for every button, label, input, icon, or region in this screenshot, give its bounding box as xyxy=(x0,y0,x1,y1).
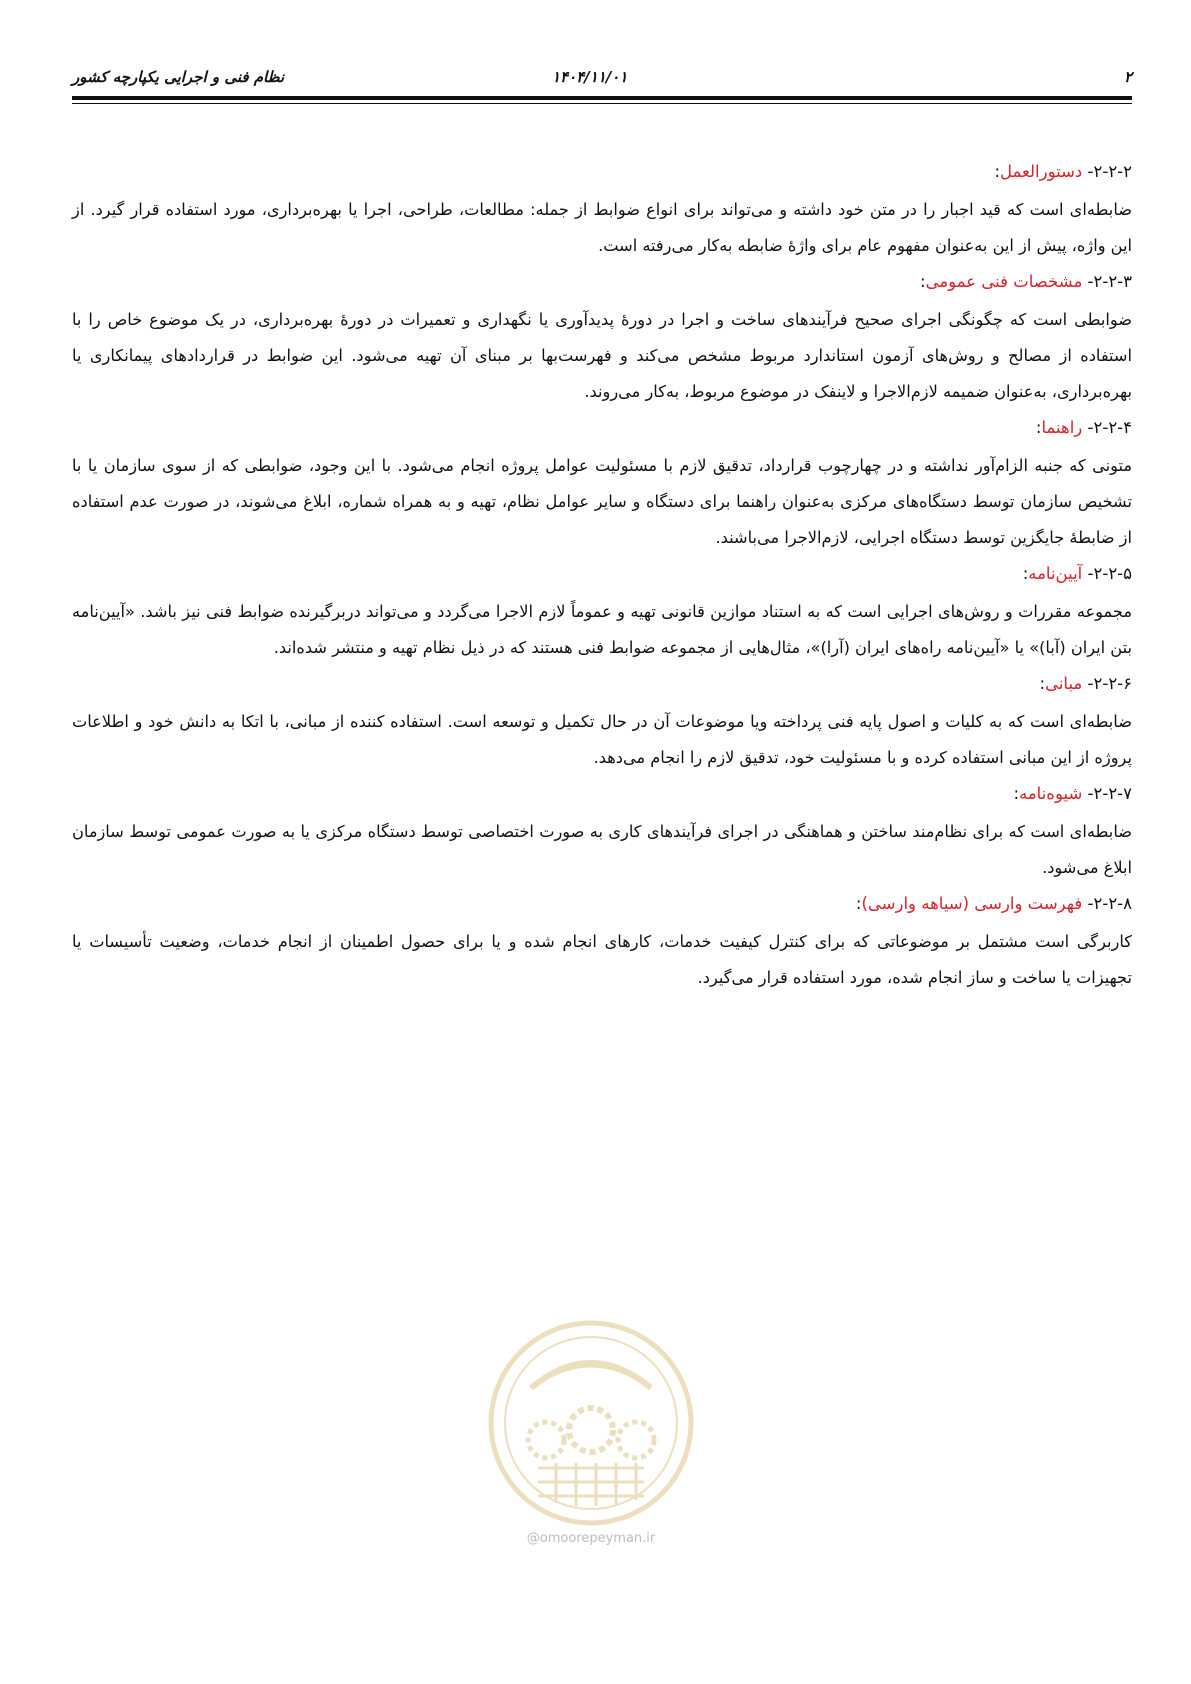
section-title: مبانی xyxy=(1045,674,1083,693)
seal-drawing xyxy=(491,1323,691,1523)
section-heading xyxy=(72,158,1132,186)
section-colon: : xyxy=(1035,418,1042,437)
section-2-2-6 xyxy=(72,670,1132,776)
section-2-2-5 xyxy=(72,560,1132,666)
section-number: ۲-۲-۷- xyxy=(1087,784,1132,803)
page-header xyxy=(72,64,1132,94)
section-paragraph: ضابطه‌ای است که برای نظام‌مند ساختن و هماهنگی در اجرای فرآیندهای کاری به صورت اختصاصی توسط دستگاه مرکزی یا به صورت عمومی توسط سازمان ابلاغ می‌شود. xyxy=(72,822,1132,877)
section-colon: : xyxy=(994,162,1001,181)
section-number: ۲-۲-۳- xyxy=(1087,272,1132,291)
section-colon: : xyxy=(1022,564,1029,583)
section-paragraph: ضابطه‌ای است که به کلیات و اصول پایه فنی پرداخته ویا موضوعات آن در حال تکمیل و توسعه است. استفاده کننده از مبانی، با اتکا به دانش خود و اطلاعات پروژه از این مبانی استفاده کرده و با مسئولیت خود، تدقیق لازم را انجام می‌دهد. xyxy=(72,712,1132,767)
section-number: ۲-۲-۵- xyxy=(1087,564,1132,583)
section-paragraph: متونی که جنبه الزام‌آور نداشته و در چهارچوب قرارداد، تدقیق لازم با مسئولیت عوامل پروژه انجام می‌شود. با این وجود، ضوابطی که از سوی سازمان یا با تشخیص سازمان توسط دستگاه‌های مرکزی به‌عنوان راهنما برای دستگاه و سایر عوامل نظام، تهیه و به همراه شماره، ابلاغ می‌شوند، در صورت عدم استفاده از ضابطهٔ جایگزین توسط دستگاه اجرایی، لازم‌الاجرا می‌باشند. xyxy=(72,456,1132,547)
header-rule-thick xyxy=(72,96,1132,100)
header-title: نظام فنی و اجرایی یکپارچه کشور xyxy=(72,68,285,86)
section-title: راهنما xyxy=(1041,418,1083,437)
section-heading xyxy=(72,670,1132,698)
section-colon: : xyxy=(1013,784,1019,803)
section-paragraph: ضوابطی است که چگونگی اجرای صحیح فرآیندهای ساخت و اجرا در دورهٔ پدیدآوری یا نگهداری و تعمیرات در دورهٔ بهره‌برداری، در یک موضوع خاص را با استفاده از مصالح و روش‌های آزمون استاندارد مربوط مشخص می‌کند و فهرست‌بها بر مبنای آن تهیه می‌شود. این ضوابط در قراردادهای پیمانکاری یا بهره‌برداری، به‌عنوان ضمیمه لازم‌الاجرا و لاینفک در موضوع مربوط، به‌کار می‌روند. xyxy=(72,310,1132,401)
section-title: شیوه‌نامه xyxy=(1019,784,1083,803)
page-number: ۲ xyxy=(1123,68,1132,86)
section-title: فهرست وارسی (سیاهه وارسی) xyxy=(861,894,1083,913)
section-paragraph: مجموعه مقررات و روش‌های اجرایی است که به استناد موازین قانونی تهیه و عموماً لازم الاجرا می‌گردد و می‌تواند دربرگیرنده ضوابط فنی نیز باشد. «آیین‌نامه بتن ایران (آبا)» یا «آیین‌نامه راه‌های ایران (آرا)»، مثال‌هایی از مجموعه ضوابط فنی هستند که در ذیل نظام تهیه و منتشر شده‌اند. xyxy=(72,602,1132,657)
section-colon: : xyxy=(855,894,862,913)
section-number: ۲-۲-۲- xyxy=(1087,162,1132,181)
section-colon: : xyxy=(920,272,926,291)
header-date: ۱۴۰۴/۱۱/۰۱ xyxy=(552,68,628,86)
section-number: ۲-۲-۴- xyxy=(1087,418,1132,437)
section-heading xyxy=(72,414,1132,442)
section-colon: : xyxy=(1039,674,1046,693)
section-title: مشخصات فنی عمومی xyxy=(925,272,1083,291)
section-2-2-7 xyxy=(72,780,1132,886)
section-2-2-2 xyxy=(72,158,1132,264)
section-number: ۲-۲-۶- xyxy=(1087,674,1132,693)
section-heading xyxy=(72,890,1132,918)
watermark-seal-icon xyxy=(486,1318,696,1528)
section-2-2-3 xyxy=(72,268,1132,410)
document-body xyxy=(72,158,1132,1000)
section-title: آیین‌نامه xyxy=(1028,564,1083,583)
section-number: ۲-۲-۸- xyxy=(1087,894,1132,913)
section-paragraph: ضابطه‌ای است که قید اجبار را در متن خود داشته و می‌تواند برای انواع ضوابط از جمله: مطالعات، طراحی، اجرا یا بهره‌برداری، مورد استفاده قرار گیرد. از این واژه، پیش از این به‌عنوان مفهوم عام برای واژهٔ ضابطه به‌کار می‌رفته است. xyxy=(72,200,1132,255)
section-2-2-8 xyxy=(72,890,1132,996)
section-heading xyxy=(72,560,1132,588)
section-paragraph: کاربرگی است مشتمل بر موضوعاتی که برای کنترل کیفیت خدمات، کارهای انجام شده و یا برای حصول اطمینان از انجام خدمات، وضعیت تأسیسات یا تجهیزات یا ساخت و ساز انجام شده، مورد استفاده قرار می‌گیرد. xyxy=(72,932,1132,987)
header-rule-thin xyxy=(72,103,1132,104)
section-title: دستورالعمل xyxy=(1000,162,1083,181)
watermark-url: @omoorepeyman.ir xyxy=(526,1531,656,1546)
section-heading xyxy=(72,268,1132,296)
section-2-2-4 xyxy=(72,414,1132,556)
section-heading xyxy=(72,780,1132,808)
